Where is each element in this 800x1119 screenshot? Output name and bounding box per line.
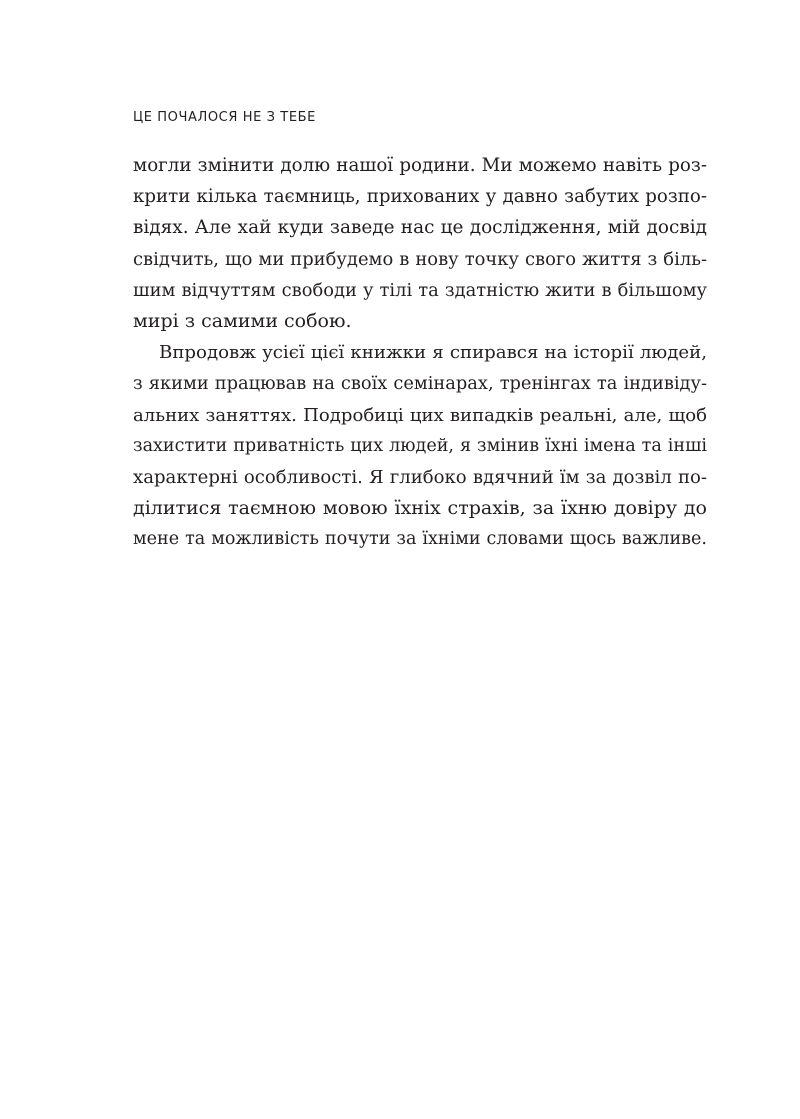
text-line: з якими працював на своїх семінарах, тренінгах та індивіду- bbox=[133, 373, 707, 395]
text-line: Впродовж усієї цієї книжки я спирався на історії людей, bbox=[159, 342, 707, 364]
text-line: відях. Але хай куди заведе нас це дослідження, мій досвід bbox=[133, 217, 707, 239]
text-line: свідчить, що ми прибудемо в нову точку свого життя з біль- bbox=[133, 248, 707, 270]
paragraph bbox=[133, 150, 707, 337]
text-line: ділитися таємною мовою їхніх страхів, за їхню довіру до bbox=[133, 497, 707, 520]
text-line: захистити приватність цих людей, я змінив їхні імена та інші bbox=[133, 435, 707, 456]
paragraph bbox=[133, 337, 707, 555]
text-line: могли змінити долю нашої родини. Ми можемо навіть роз- bbox=[133, 155, 707, 176]
text-line: мене та можливість почути за їхніми словами щось важливе. bbox=[133, 529, 707, 550]
text-line: крити кілька таємниць, прихованих у давно забутих розпо- bbox=[133, 186, 707, 208]
running-header: ЦЕ ПОЧАЛОСЯ НЕ З ТЕБЕ bbox=[133, 110, 316, 125]
text-line: характерні особливості. Я глибоко вдячний їм за дозвіл по- bbox=[133, 467, 707, 489]
text-line: альних заняттях. Подробиці цих випадків реальні, але, щоб bbox=[133, 404, 707, 426]
text-line: мирі з самими собою. bbox=[133, 310, 352, 333]
body-text bbox=[133, 150, 707, 556]
text-line: шим відчуттям свободи у тілі та здатністю жити в більшому bbox=[133, 279, 707, 301]
